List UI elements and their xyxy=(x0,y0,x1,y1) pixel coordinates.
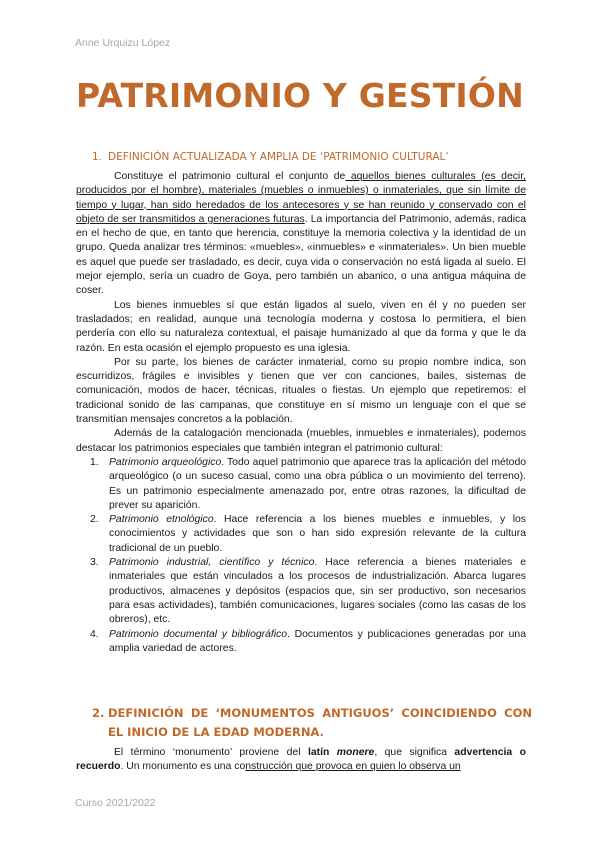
section-1-title: DEFINICIÓN ACTUALIZADA Y AMPLIA DE ‘PATRIMONIO CULTURAL’ xyxy=(108,151,449,163)
list-item xyxy=(76,513,526,556)
list-number: 3. xyxy=(90,557,99,569)
paragraph-text: , que significa xyxy=(374,747,455,758)
list-number: 2. xyxy=(90,514,99,526)
paragraph xyxy=(76,746,526,775)
list-term: Patrimonio documental y bibliográfico xyxy=(109,628,288,640)
list-item xyxy=(76,628,526,657)
footer-course: Curso 2021/2022 xyxy=(75,797,156,809)
list-number: 4. xyxy=(90,628,99,640)
section-2-body xyxy=(76,746,526,775)
paragraph: Además de la catalogación mencionada (muebles, inmuebles e inmateriales), podemos destacar los patrimonios especiales que también integran el patrimonio cultural: xyxy=(76,428,526,454)
bold-term: latín xyxy=(307,747,337,758)
paragraph xyxy=(76,170,526,299)
paragraph: Por su parte, los bienes de carácter inmaterial, como su propio nombre indica, son escurridizos, frágiles e invisibles y tienen que ver con canciones, bailes, sistemas de comunicación, modos de hacer, técnicas, rituales o fiestas. Un ejemplo que repetiremos: el tradicional sonido de las campanas, que constituye en sí mismo un lenguaje con el que se transmitían mensajes concretos a la población. xyxy=(76,356,526,426)
paragraph: Los bienes inmuebles sí que están ligados al suelo, viven en él y no pueden ser trasladados; en realidad, aunque una tecnología moderna y costosa lo permitiera, el bien perdería con ello su naturaleza contextual, el paisaje humanizado al que da forma y que le da razón. En esta ocasión el ejemplo propuesto es una iglesia. xyxy=(76,299,526,354)
list-item xyxy=(76,456,526,513)
paragraph-text: El término ‘monumento’ proviene del xyxy=(114,747,308,758)
header-author: Anne Urquizu López xyxy=(75,37,171,49)
section-1-heading xyxy=(92,148,532,167)
section-2-number: 2. xyxy=(92,706,105,720)
paragraph-text: Constituye el patrimonio cultural el conjunto de xyxy=(114,171,346,182)
section-2-title: DEFINICIÓN DE ‘MONUMENTOS ANTIGUOS’ COINCIDIENDO CON EL INICIO DE LA EDAD MODERNA. xyxy=(108,706,532,739)
bold-meaning: advertencia o recuerdo xyxy=(76,747,526,773)
list-description: . Todo aquel patrimonio que aparece tras la aplicación del método arqueológico (o un suceso casual, como una obra pública o un movimiento del terreno). Es un patrimonio especialmente amenazado por, entre otras razones, la dificultad de prever su aparición. xyxy=(109,456,527,511)
list-description: . Hace referencia a los bienes muebles e inmuebles, y los conocimientos y actividades que son o han sido expresión relevante de la cultura tradicional de un pueblo. xyxy=(109,514,526,554)
list-item xyxy=(76,556,526,627)
page-title: PATRIMONIO Y GESTIÓN xyxy=(76,76,524,115)
list-description: . Documentos y publicaciones generadas por una amplia variedad de actores. xyxy=(109,628,526,654)
paragraph-text: . Un monumento es una co xyxy=(120,761,246,773)
list-term: Patrimonio arqueológico xyxy=(109,456,222,468)
section-1-number: 1. xyxy=(92,151,103,163)
list-term: Patrimonio industrial, científico y técnico xyxy=(109,557,315,569)
list-term: Patrimonio etnológico xyxy=(109,514,214,526)
section-1-body xyxy=(76,170,526,656)
paragraph-text: . La importancia del Patrimonio, además, radica en el hecho de que, en tanto que herencia, constituye la memoria colectiva y la identidad de un grupo. Queda analizar tres términos: «muebles», «inmuebles» e «inmateriales». Un bien mueble es aquel que puede ser trasladado, es decir, cuya vida o conservación no está ligada al suelo. El mejor ejemplo, sería un cuadro de Goya, pero también un abanico, o una antigua máquina de coser. xyxy=(76,213,526,297)
special-heritage-list xyxy=(76,456,526,656)
latin-word: monere xyxy=(336,747,375,758)
list-number: 1. xyxy=(90,456,99,468)
list-description: . Hace referencia a bienes materiales e inmateriales que están vinculados a los procesos de industrialización. Abarca lugares productivos, almacenes y depósitos (espacios que, sin ser productivo, son necesarios para esas actividades), también comunicaciones, lugares sociales (como las casas de los obreros), etc. xyxy=(109,557,526,626)
section-2-heading xyxy=(92,704,532,742)
underlined-definition: aquellos bienes culturales (es decir, producidos por el hombre), materiales (muebles o inmuebles) o inmateriales, que sin límite de tiempo y lugar, han sido heredados de los antecesores y se han reunido y conservado con el objeto de ser transmitidos a generaciones futuras xyxy=(76,171,526,225)
underlined-text: nstrucción que provoca en quien lo observa un xyxy=(245,761,461,773)
